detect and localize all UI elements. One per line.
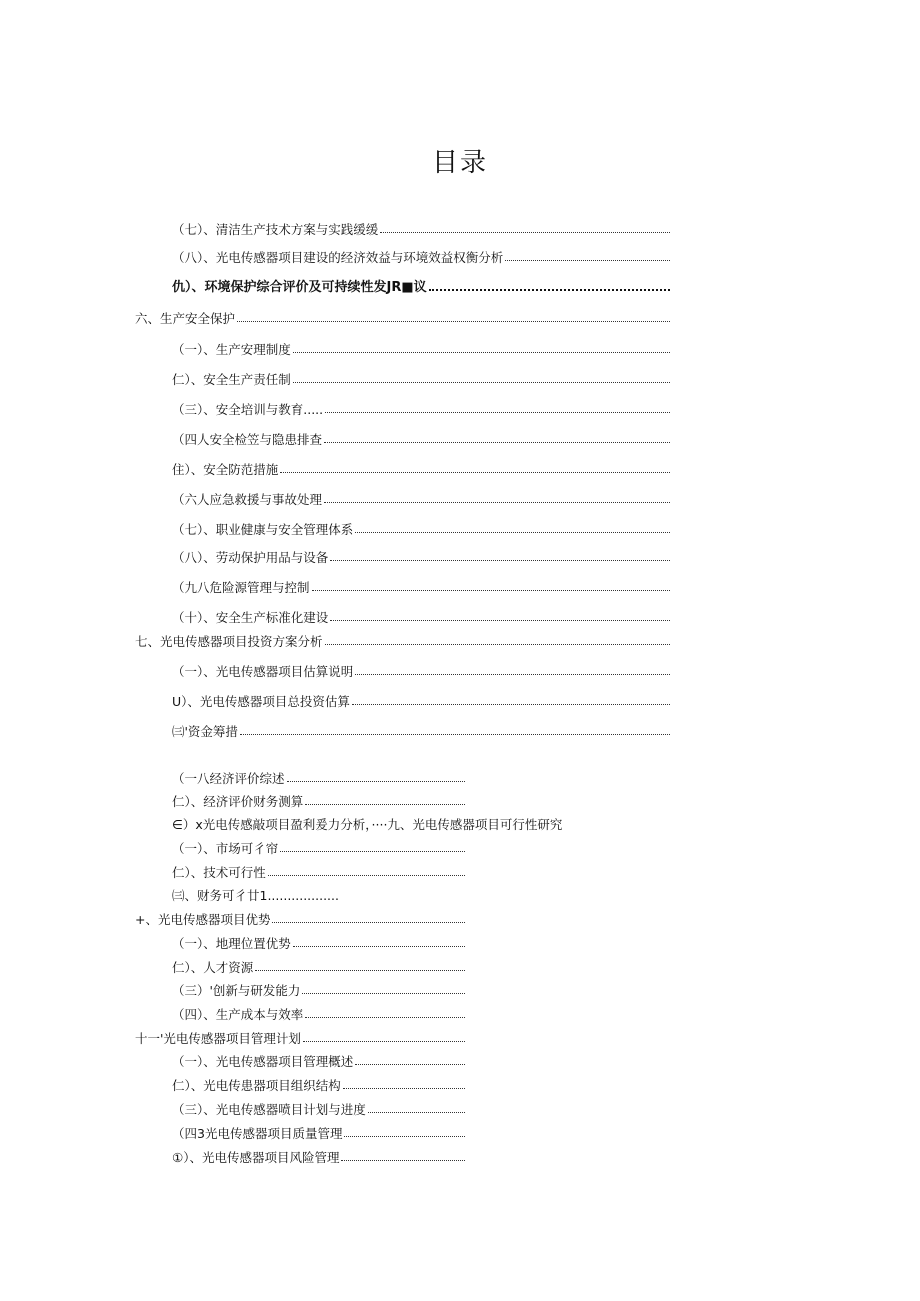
toc-entry[interactable] — [172, 720, 670, 738]
toc-entry[interactable] — [172, 956, 465, 974]
toc-entry[interactable] — [135, 630, 670, 648]
toc-entry-label: 仁）、人才资源 — [172, 959, 254, 975]
toc-entry-label: （三）'创新与研发能力 — [172, 982, 301, 998]
toc-entry[interactable] — [172, 338, 670, 356]
toc-entry-label: ∈）ⅹ光电传感敲项目盈利爰力分析，····九、光电传感器项目可行性研究 — [172, 816, 563, 832]
toc-entry[interactable] — [172, 276, 670, 294]
toc-entry[interactable] — [135, 307, 670, 325]
toc-entry-label: （九八危险源管理与控制 — [172, 579, 310, 595]
toc-entry-label: （一）、光电传感器项目管理概述 — [172, 1053, 354, 1069]
dot-leader — [237, 321, 670, 322]
toc-entry-label: 住）、安全防范措施 — [172, 461, 279, 477]
toc-entry[interactable] — [172, 458, 670, 476]
toc-entry[interactable] — [172, 1146, 465, 1164]
toc-entry[interactable] — [172, 368, 670, 386]
toc-entry[interactable] — [172, 488, 670, 506]
dot-leader — [355, 1064, 465, 1065]
dot-leader — [355, 674, 670, 675]
toc-entry[interactable] — [172, 606, 670, 624]
toc-entry[interactable] — [172, 813, 563, 832]
toc-title: 目录 — [431, 148, 488, 178]
dot-leader — [429, 289, 670, 291]
toc-entry-label: （一）、市场可彳帘 — [172, 840, 279, 856]
toc-entry[interactable] — [172, 1050, 465, 1068]
toc-entry-label: +、光电传感器项目优势 — [135, 911, 271, 927]
dot-leader — [380, 232, 670, 233]
dot-leader — [312, 590, 670, 591]
toc-entry-label: ①）、光电传感器项目风险管理 — [172, 1149, 340, 1165]
toc-entry-label: 六、生产安全保护 — [135, 310, 236, 326]
dot-leader — [368, 1112, 465, 1113]
dot-leader — [302, 993, 465, 994]
dot-leader — [330, 560, 670, 561]
toc-entry-label: （四人安全检笠与隐患排查 — [172, 431, 323, 447]
toc-entry[interactable] — [172, 246, 670, 264]
toc-entry-label: （六人应急救援与事故处理 — [172, 491, 323, 507]
toc-entry-label: 仁）、光电传患器项目组织结构 — [172, 1077, 341, 1093]
toc-entry-label: （一八经济评价综述 — [172, 770, 285, 786]
toc-entry[interactable] — [172, 428, 670, 446]
toc-entry-label: （一）、光电传感器项目估算说明 — [172, 663, 354, 679]
toc-entry[interactable] — [135, 1027, 465, 1045]
dot-leader — [305, 804, 465, 805]
toc-entry-label: （一）、地理位置优势 — [172, 935, 291, 951]
toc-entry[interactable] — [172, 884, 465, 902]
dot-leader — [280, 851, 465, 852]
toc-entry[interactable] — [172, 546, 670, 564]
dot-leader — [255, 970, 465, 971]
toc-entry[interactable] — [172, 861, 465, 879]
dot-leader — [505, 260, 670, 261]
dot-leader — [341, 1160, 465, 1161]
dot-leader — [287, 781, 465, 782]
toc-entry-label: （三）、安全培训与教育..... — [172, 401, 324, 417]
toc-entry[interactable] — [172, 837, 465, 855]
dot-leader — [344, 1136, 465, 1137]
toc-entry-label: （八）、劳动保护用品与设备 — [172, 549, 329, 565]
toc-entry[interactable] — [172, 790, 465, 808]
toc-entry[interactable] — [172, 979, 465, 997]
toc-entry-label: ㈢、财务可彳廿1.................. — [172, 887, 339, 903]
toc-entry-label: （四）、生产成本与效率 — [172, 1006, 304, 1022]
toc-entry[interactable] — [172, 218, 670, 236]
dot-leader — [352, 704, 670, 705]
toc-entry-label: 仇）、环境保护综合评价及可持续性发JR■议 — [172, 280, 427, 295]
toc-entry-label: 十一'光电传感器项目管理计划 — [135, 1030, 301, 1046]
toc-entry[interactable] — [172, 398, 670, 416]
dot-leader — [330, 620, 670, 621]
dot-leader — [280, 472, 670, 473]
toc-entry-label: ㈢'资金筹措 — [172, 723, 238, 739]
toc-entry-label: U）、光电传感器项目总投资估算 — [172, 693, 350, 709]
toc-entry[interactable] — [135, 908, 465, 926]
toc-entry[interactable] — [172, 767, 465, 785]
toc-entry-label: （三）、光电传感器喷目计划与进度 — [172, 1101, 366, 1117]
toc-entry[interactable] — [172, 576, 670, 594]
dot-leader — [355, 532, 670, 533]
toc-entry-label: （八）、光电传感器项目建设的经济效益与环境效益权衡分析 — [172, 249, 504, 265]
dot-leader — [268, 875, 465, 876]
dot-leader — [325, 644, 670, 645]
toc-entry-label: 仁）、技术可行性 — [172, 864, 266, 880]
toc-entry[interactable] — [172, 660, 670, 678]
dot-leader — [325, 412, 670, 413]
dot-leader — [305, 1017, 465, 1018]
toc-entry[interactable] — [172, 518, 670, 536]
toc-entry-label: 仁）、安全生产责任制 — [172, 371, 291, 387]
toc-entry-label: （一）、生产安理制度 — [172, 341, 291, 357]
toc-entry[interactable] — [172, 690, 670, 708]
dot-leader — [272, 922, 465, 923]
toc-entry-label: （七）、职业健康与安全管理体系 — [172, 521, 354, 537]
dot-leader — [343, 1088, 465, 1089]
toc-entry[interactable] — [172, 1003, 465, 1021]
toc-entry[interactable] — [172, 932, 465, 950]
toc-entry-label: （十）、安全生产标准化建设 — [172, 609, 329, 625]
toc-entry[interactable] — [172, 1122, 465, 1140]
toc-entry-label: （七）、清洁生产技术方案与实践缓缓 — [172, 221, 379, 237]
dot-leader — [324, 502, 670, 503]
dot-leader — [293, 352, 670, 353]
toc-entry-label: 七、光电传感器项目投资方案分析 — [135, 633, 323, 649]
dot-leader — [324, 442, 670, 443]
dot-leader — [303, 1041, 465, 1042]
toc-entry[interactable] — [172, 1098, 465, 1116]
dot-leader — [240, 734, 670, 735]
toc-entry-label: （四3光电传感器项目质量管理 — [172, 1125, 343, 1141]
dot-leader — [293, 946, 465, 947]
dot-leader — [293, 382, 670, 383]
toc-entry[interactable] — [172, 1074, 465, 1092]
toc-entry-label: 仁）、经济评价财务测算 — [172, 793, 304, 809]
